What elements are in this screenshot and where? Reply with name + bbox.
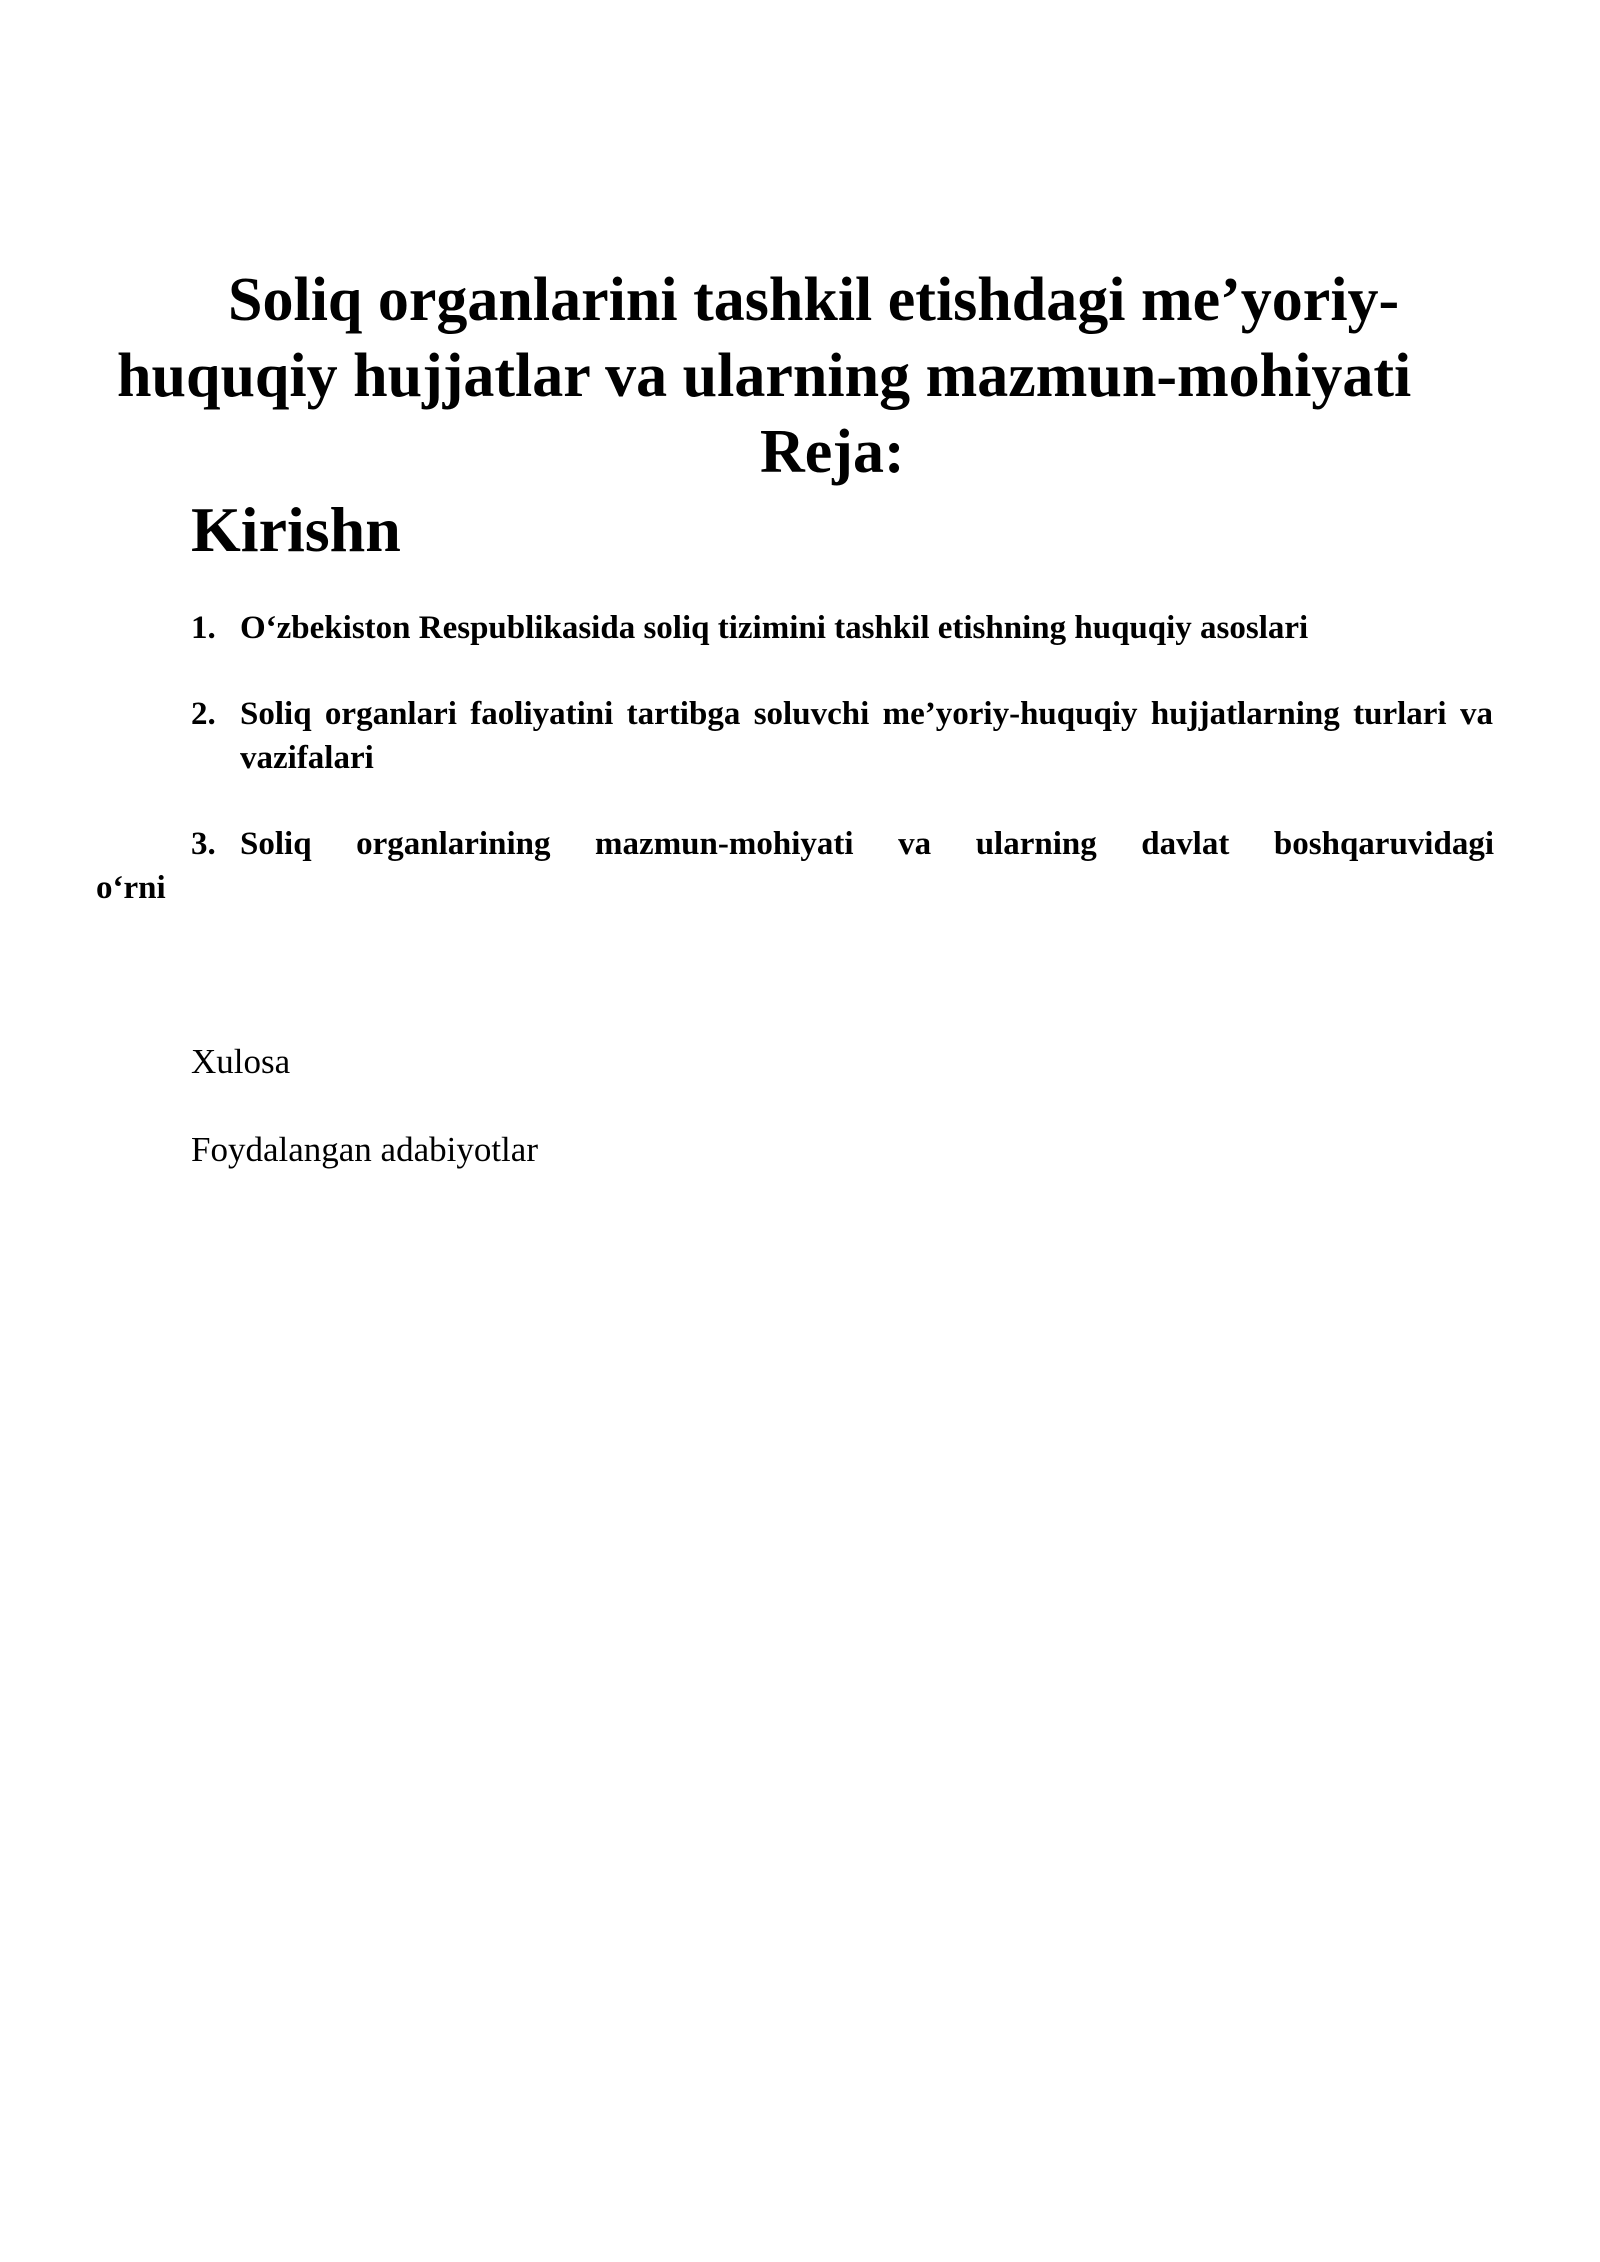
plan-item-text: O‘zbekiston Respublikasida soliq tizimini tashkil etishning huquqiy asoslari <box>240 610 1309 646</box>
document-title <box>105 262 1495 414</box>
plan-item-2 <box>191 692 1493 780</box>
plan-item-3-continuation: o‘rni <box>96 870 166 906</box>
introduction-heading: Kirishn <box>191 494 401 565</box>
title-line-2: huquqiy hujjatlar va ularning mazmun-mohiyati <box>117 342 1412 410</box>
plan-item-number: 1. <box>191 610 216 646</box>
plan-item-3 <box>96 822 1494 910</box>
plan-item-text: Soliq organlari faoliyatini tartibga soluvchi me’yoriy-huquqiy hujjatlarning turlari va vazifalari <box>240 696 1493 776</box>
plan-item-number: 3. <box>191 826 216 862</box>
plan-item-1 <box>191 606 1493 650</box>
plan-item-text: Soliq organlarining mazmun-mohiyati va ularning davlat boshqaruvidagi <box>240 826 1494 862</box>
plan-item-number: 2. <box>191 696 216 732</box>
title-line-1: Soliq organlarini tashkil etishdagi me’yoriy- <box>228 266 1400 334</box>
references-label: Foydalangan adabiyotlar <box>191 1130 538 1169</box>
plan-item-3-first-line <box>96 822 1494 866</box>
plan-heading: Reja: <box>760 418 905 486</box>
conclusion-label: Xulosa <box>191 1042 291 1081</box>
